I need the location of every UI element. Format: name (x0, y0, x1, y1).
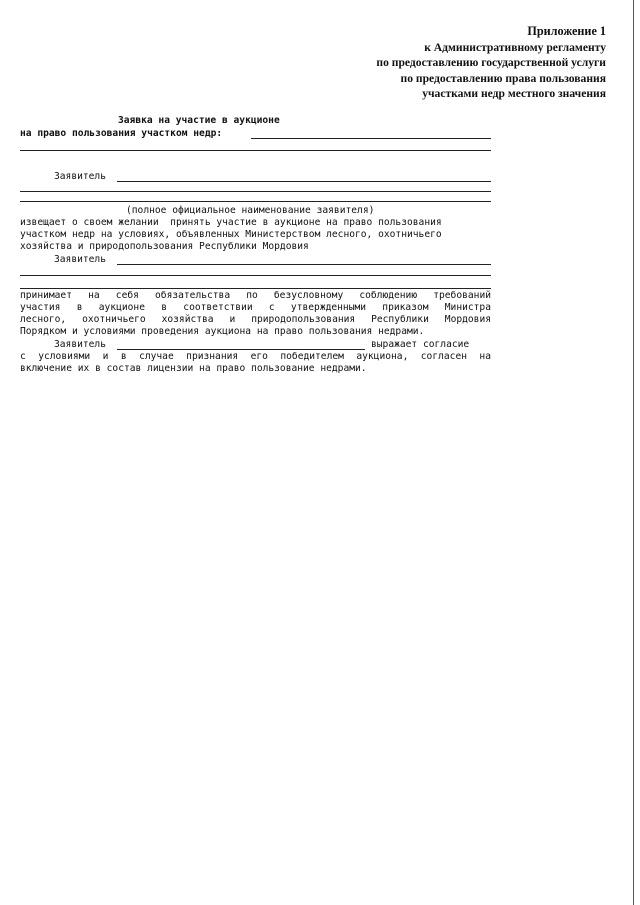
obligation-line-3: лесного, охотничьего хозяйства и природопользования Республики Мордовия (20, 314, 491, 325)
form-title: Заявка на участие в аукционе (118, 115, 280, 126)
agree-line-2: с условиями и в случае признания его победителем аукциона, согласен на (20, 351, 491, 362)
appendix-line-4: по предоставлению права пользования (400, 71, 606, 85)
applicant2-line-2 (20, 275, 491, 276)
name-caption: (полное официальное наименование заявителя) (126, 205, 375, 216)
subject-field-line (251, 138, 491, 139)
subject-field-line-2 (20, 150, 491, 151)
obligation-line-1: принимает на себя обязательства по безусловному соблюдению требований (20, 290, 491, 301)
applicant-label-3: Заявитель (54, 339, 106, 350)
notify-line-2: участком недр на условиях, объявленных Министерством лесного, охотничьего (20, 229, 442, 240)
appendix-number: Приложение 1 (527, 24, 606, 38)
agree-tail: выражает согласие (371, 339, 470, 350)
obligation-line-2: участия в аукционе в соответствии с утвержденными приказом Министра (20, 302, 491, 313)
applicant-name-line-1 (117, 181, 491, 182)
subject-label: на право пользования участком недр: (20, 128, 223, 139)
applicant2-line-3 (20, 288, 491, 289)
appendix-line-2: к Административному регламенту (424, 40, 606, 54)
obligation-line-4: Порядком и условиями проведения аукциона на право пользования недрами. (20, 326, 425, 337)
notify-line-1: извещает о своем желании принять участие в аукционе на право пользования (20, 217, 442, 228)
notify-line-3: хозяйства и природопользования Республики Мордовия (20, 241, 309, 252)
applicant3-line (117, 349, 365, 350)
applicant2-line-1 (117, 264, 491, 265)
applicant-label-2: Заявитель (54, 254, 106, 265)
appendix-line-5: участками недр местного значения (422, 87, 606, 101)
applicant-name-line-2 (20, 191, 491, 192)
appendix-line-3: по предоставлению государственной услуги (376, 56, 606, 70)
page-edge (633, 0, 634, 905)
applicant-name-line-3 (20, 201, 491, 202)
agree-line-3: включение их в состав лицензии на право пользование недрами. (20, 363, 367, 374)
appendix-header (376, 24, 606, 102)
applicant-label: Заявитель (54, 171, 106, 182)
